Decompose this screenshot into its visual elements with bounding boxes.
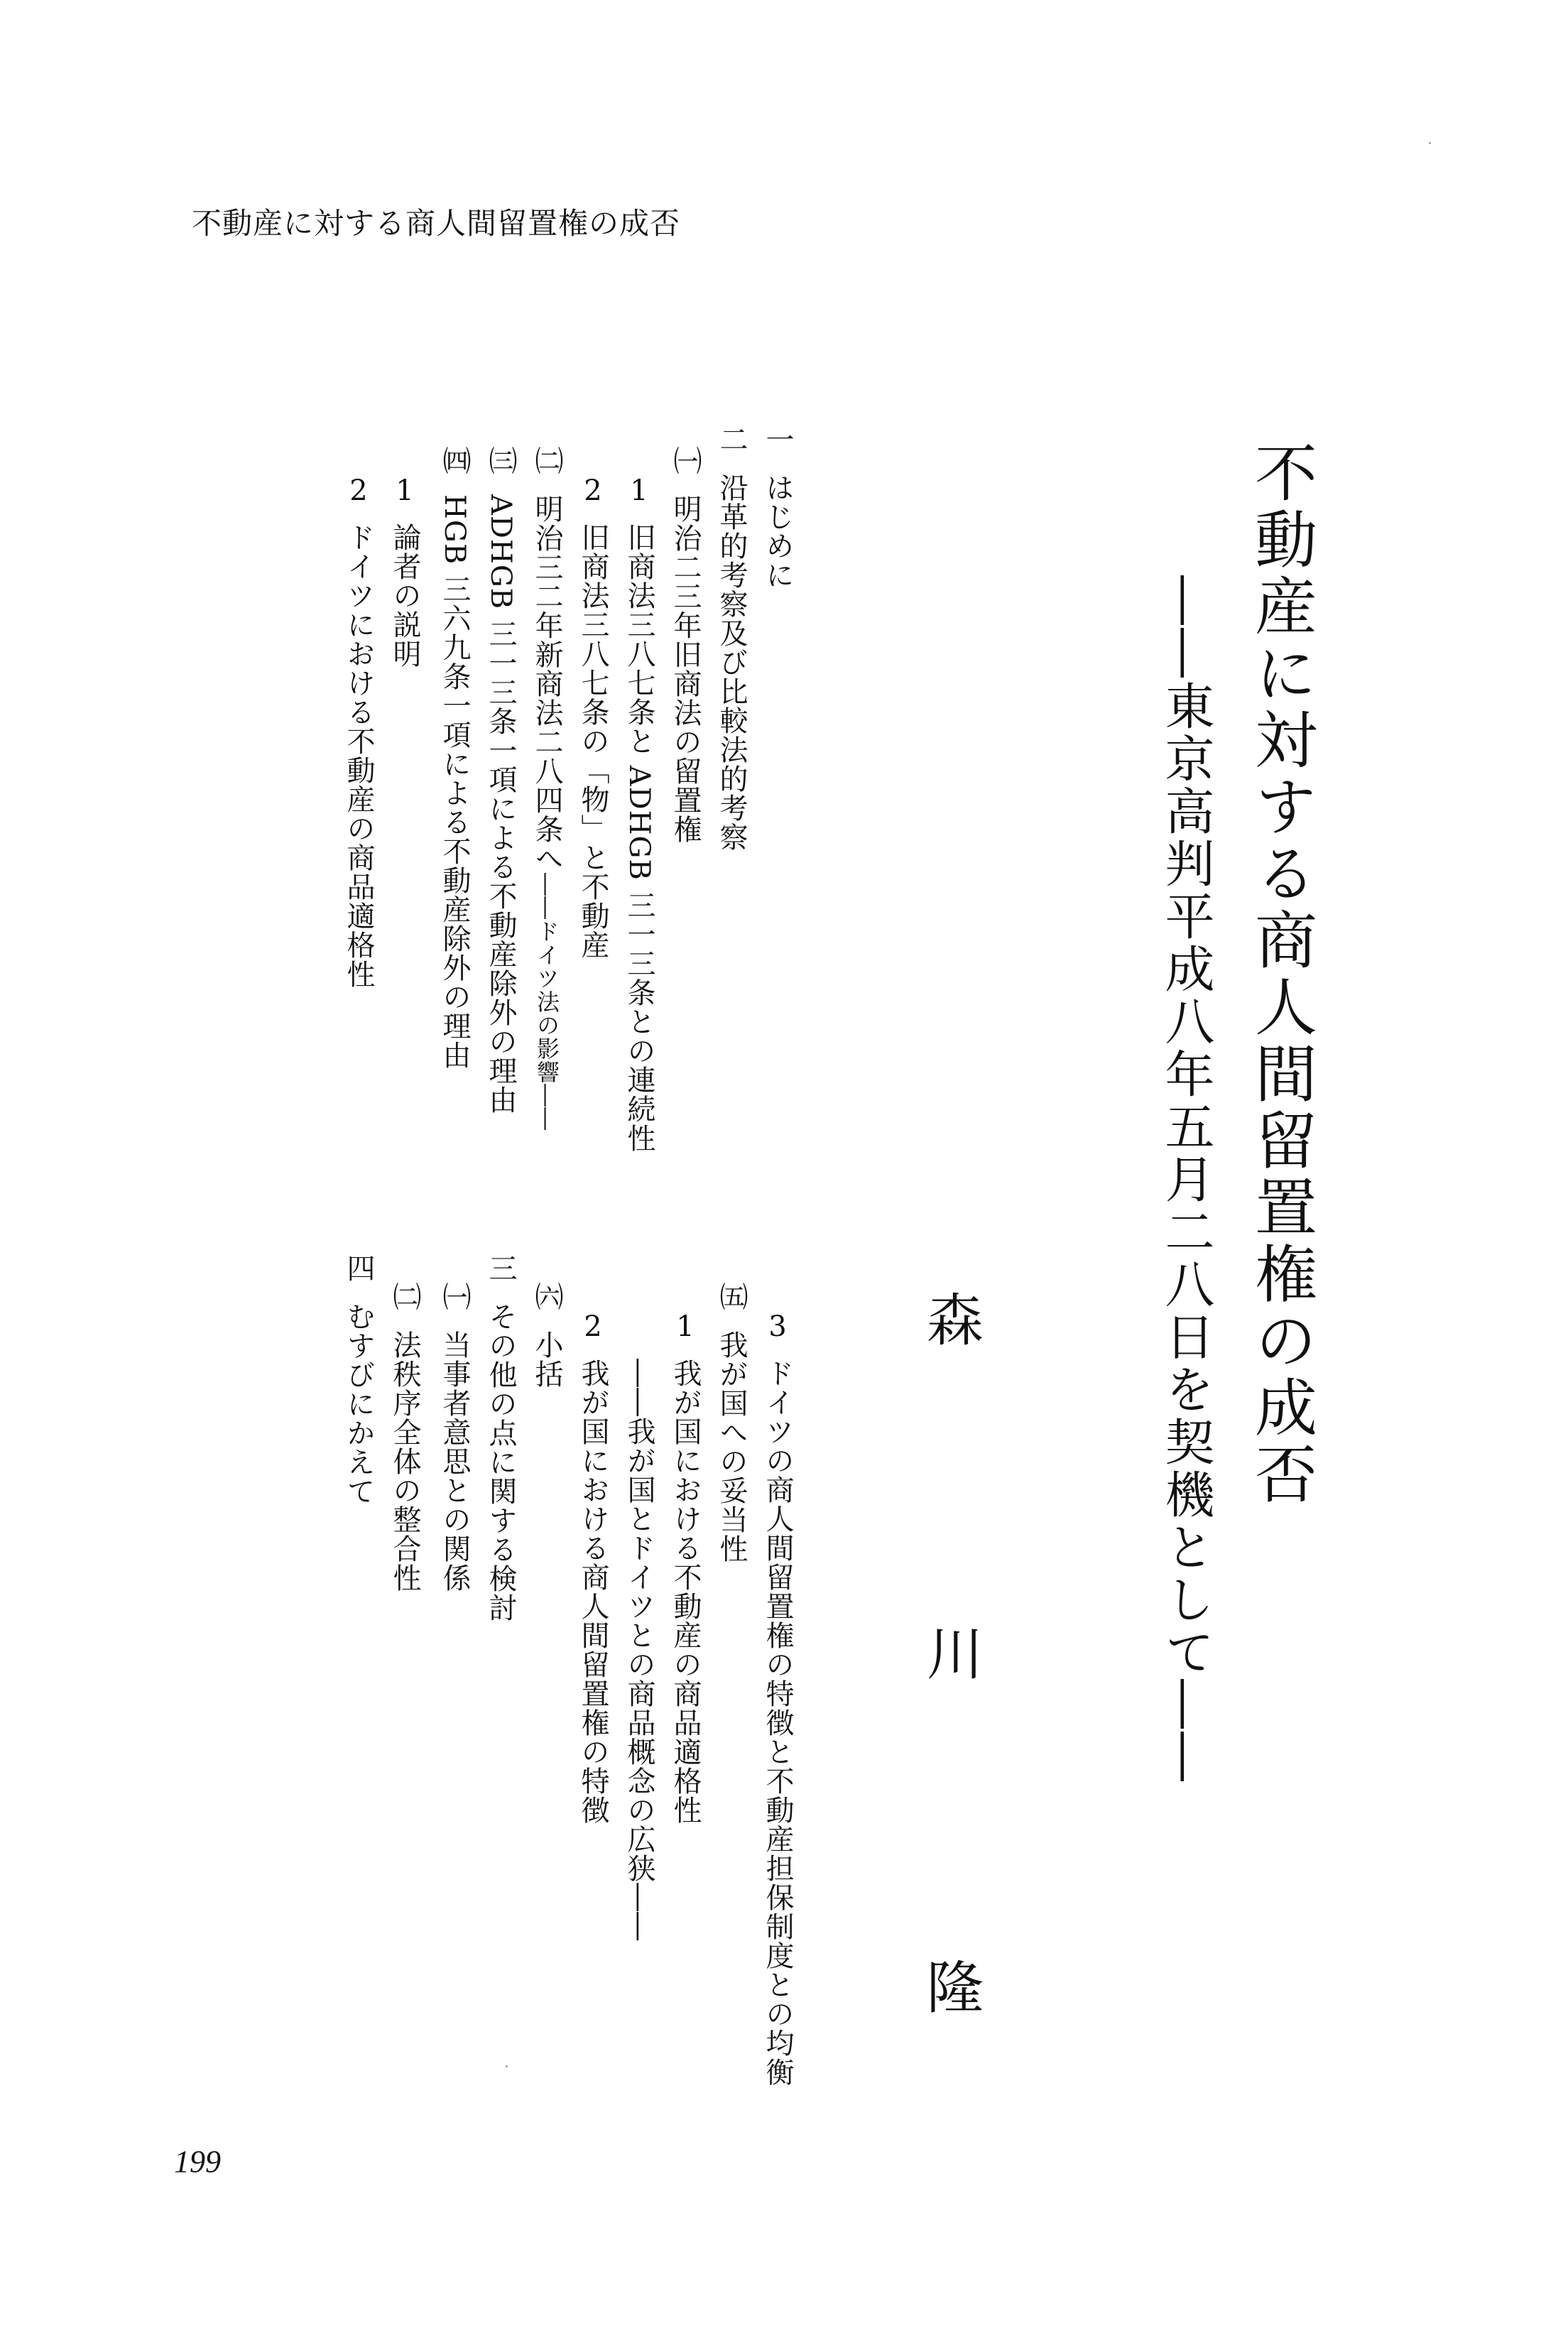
toc-item-number: ㈠ bbox=[669, 446, 702, 474]
toc-item-text: 法秩序全体の整合性 bbox=[388, 1330, 421, 1592]
toc-item-number: 1 bbox=[669, 1310, 702, 1343]
toc-item-text: 旧商法三八七条の「物」と不動産 bbox=[577, 523, 609, 960]
toc-item-number: ㈤ bbox=[715, 1282, 748, 1310]
toc-item-main-text: 明治三二年新商法二八四条へ bbox=[530, 494, 563, 873]
toc-item-number: 2 bbox=[577, 474, 609, 507]
scan-speck bbox=[1429, 142, 1431, 144]
toc-item-number: ㈢ bbox=[484, 446, 517, 474]
article-subtitle: ――東京高判平成八年五月二八日を契機として―― bbox=[1157, 575, 1215, 1784]
toc-item-number: 四 bbox=[342, 1254, 375, 1282]
toc-item-number: 2 bbox=[577, 1310, 609, 1343]
toc-item-text: むすびにかえて bbox=[342, 1302, 375, 1506]
toc-item-text: ドイツの商人間留置権の特徴と不動産担保制度との均衡 bbox=[761, 1359, 794, 2087]
toc-item-text: 我が国への妥当性 bbox=[715, 1330, 748, 1563]
toc-item-number: 1 bbox=[623, 474, 655, 507]
toc-item-number: 2 bbox=[342, 474, 375, 507]
toc-item-text: ドイツにおける不動産の商品適格性 bbox=[342, 523, 375, 989]
toc-item-text: ――我が国とドイツとの商品概念の広狭―― bbox=[623, 1359, 655, 1941]
toc-item-text bbox=[530, 494, 563, 1131]
article-title: 不動産に対する商人間留置権の成否 bbox=[1245, 440, 1318, 1509]
toc-item-text: 我が国における商人間留置権の特徴 bbox=[577, 1359, 609, 1825]
scan-speck bbox=[506, 2065, 508, 2067]
toc-item-text: 旧商法三八七条と ADHGB 三一三条との連続性 bbox=[623, 523, 655, 1153]
toc-item-text: 当事者意思との関係 bbox=[438, 1330, 471, 1592]
toc-item-number: ㈠ bbox=[438, 1282, 471, 1310]
author-name-char-2: 川 bbox=[927, 1621, 984, 1688]
toc-item-text: 沿革的考察及び比較法的考察 bbox=[715, 473, 748, 852]
toc-item-number: 三 bbox=[484, 1254, 517, 1282]
toc-item-number: 一 bbox=[761, 425, 794, 453]
toc-item-number: ㈣ bbox=[438, 446, 471, 474]
toc-item-text: 明治二三年旧商法の留置権 bbox=[669, 494, 702, 844]
toc-item-number: ㈡ bbox=[388, 1282, 421, 1310]
toc-item-number: ㈡ bbox=[530, 446, 563, 474]
toc-item-text: その他の点に関する検討 bbox=[484, 1302, 517, 1622]
toc-item-number: 1 bbox=[388, 474, 421, 507]
running-head: 不動産に対する商人間留置権の成否 bbox=[192, 206, 681, 241]
toc-item-text: HGB 三六九条一項による不動産除外の理由 bbox=[438, 494, 471, 1070]
toc-item-text: 我が国における不動産の商品適格性 bbox=[669, 1359, 702, 1825]
toc-item-text: ADHGB 三一三条一項による不動産除外の理由 bbox=[484, 494, 517, 1114]
toc-item-text: 小括 bbox=[530, 1330, 563, 1388]
toc-item-text: はじめに bbox=[761, 473, 794, 589]
toc-item-text: 論者の説明 bbox=[388, 523, 421, 668]
page-number: 199 bbox=[174, 2144, 221, 2179]
toc-item-number: 3 bbox=[761, 1310, 794, 1343]
toc-item-number: ㈥ bbox=[530, 1282, 563, 1310]
toc-item-number: 二 bbox=[715, 425, 748, 453]
author-name-char-3: 隆 bbox=[927, 1955, 984, 2021]
author-name-char-1: 森 bbox=[927, 1288, 984, 1354]
toc-item-tail-text: ――ドイツ法の影響―― bbox=[533, 873, 560, 1131]
